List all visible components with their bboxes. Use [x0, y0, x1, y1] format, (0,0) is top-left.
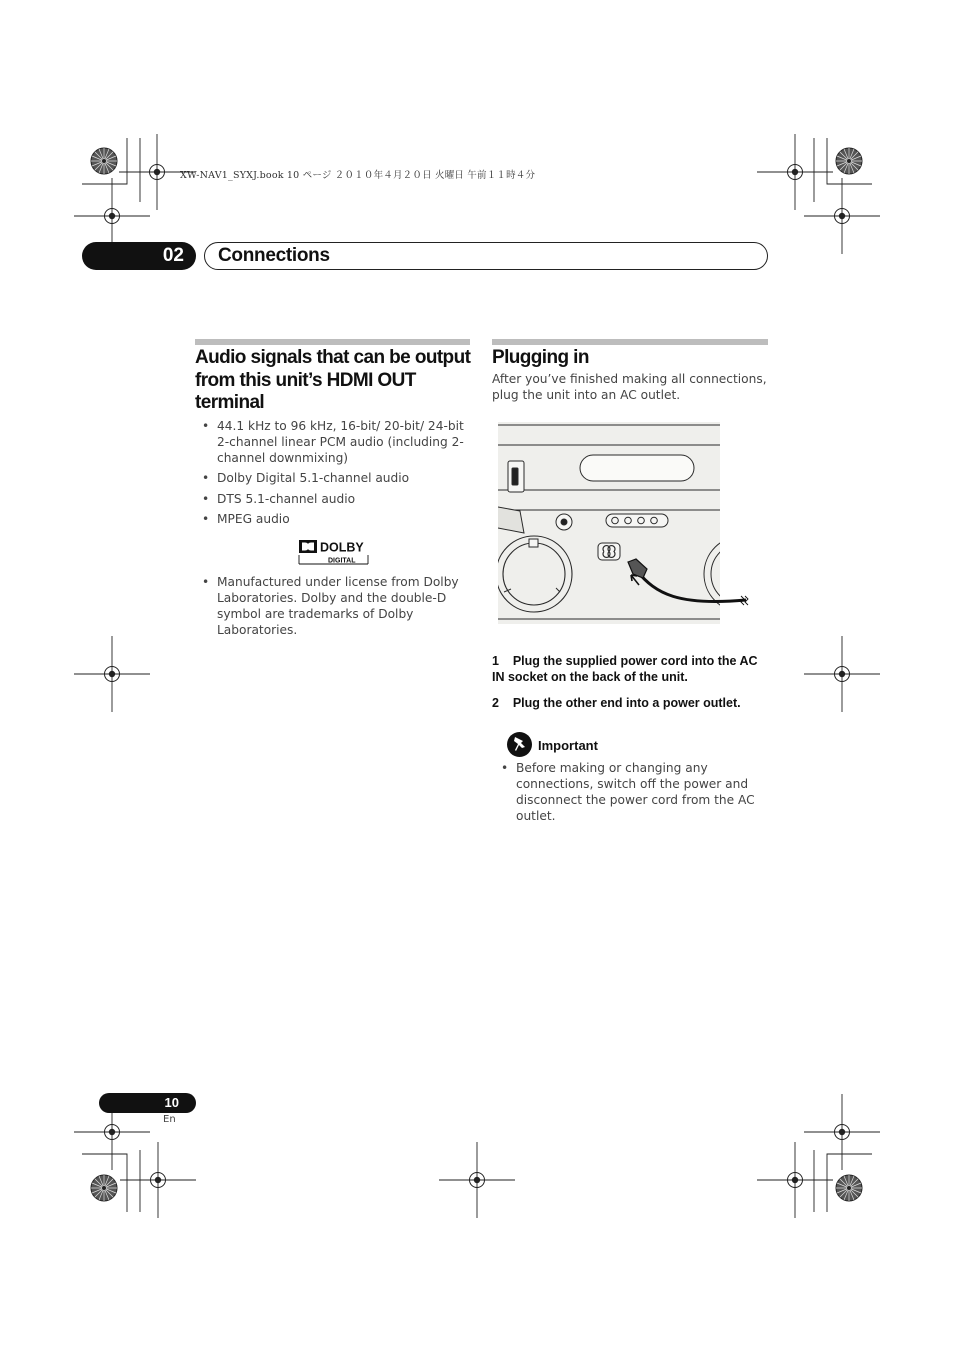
section-title-line-2: from this unit’s HDMI OUT: [195, 369, 416, 391]
list-item: • MPEG audio: [195, 511, 465, 527]
list-item: • Dolby Digital 5.1-channel audio: [195, 470, 465, 486]
plugging-in-intro: After you’ve finished making all connections, plug the unit into an AC outlet.: [492, 372, 767, 402]
plugging-in-title: Plugging in: [492, 347, 589, 368]
list-item: • DTS 5.1-channel audio: [195, 491, 465, 507]
step-1: 1 Plug the supplied power cord into the AC IN socket on the back of the unit.: [492, 654, 758, 684]
section-rule-left: [195, 339, 470, 345]
section-title-line-3: terminal: [195, 392, 265, 413]
list-item: • 44.1 kHz to 96 kHz, 16-bit/ 20-bit/ 24-bit 2-channel linear PCM audio (including 2-channel downmixing): [195, 418, 465, 466]
section-rule-right: [492, 339, 768, 345]
important-icon: [506, 731, 533, 758]
chapter-number: 02: [82, 242, 196, 270]
rear-panel-illustration: [498, 422, 750, 624]
section-title-line-1: Audio signals that can be output: [195, 347, 471, 368]
page-number: 10: [99, 1093, 196, 1113]
section-title: [195, 347, 475, 415]
language-code: En: [163, 1114, 176, 1125]
step-2: 2 Plug the other end into a power outlet.: [492, 696, 741, 710]
hdmi-audio-section: [195, 347, 475, 532]
important-note-list: [494, 760, 766, 829]
list-item: • Before making or changing any connections, switch off the power and disconnect the power cord from the AC outlet.: [494, 760, 766, 824]
dolby-digital-logo: [298, 538, 370, 566]
audio-format-list: [195, 418, 465, 528]
list-item: • Manufactured under license from Dolby Laboratories. Dolby and the double-D symbol are trademarks of Dolby Laboratories.: [195, 574, 465, 638]
dolby-subtext: DIGITAL: [328, 557, 356, 565]
important-label: Important: [538, 738, 598, 753]
print-info: XW-NAV1_SYXJ.book 10 ページ ２０１０年４月２０日 火曜日 午前１１時４分: [180, 170, 536, 181]
chapter-title: Connections: [218, 245, 330, 266]
dolby-word: DOLBY: [320, 540, 364, 555]
license-note-list: [195, 574, 465, 643]
